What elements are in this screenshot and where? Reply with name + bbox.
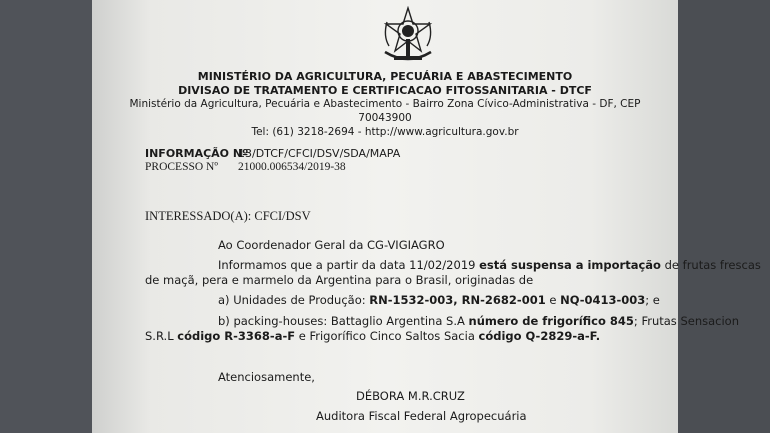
item-b-line-2 (145, 329, 600, 343)
item-b-codigo-1: código R-3368-a-F (177, 329, 296, 343)
paragraph-line-2: de maçã, pera e marmelo da Argentina para o Brasil, originadas de (145, 273, 534, 287)
item-a-codes-1: RN-1532-003, RN-2682-001 (369, 293, 546, 307)
item-a-sep: e (545, 293, 561, 307)
item-a-codes-2: NQ-0413-003 (560, 293, 646, 307)
division-header: DIVISAO DE TRATAMENTO E CERTIFICACAO FITOSSANITARIA - DTCF (178, 84, 592, 97)
address-line: Ministério da Agricultura, Pecuária e Abastecimento - Bairro Zona Cívico-Administrativa - DF, CEP (129, 98, 641, 110)
processo-label: PROCESSO Nº (145, 161, 218, 173)
left-background (0, 0, 92, 433)
item-b-codigo-2: código Q-2829-a-F. (478, 329, 601, 343)
right-background (678, 0, 770, 433)
item-a (218, 293, 660, 307)
item-b-line-1 (218, 314, 739, 328)
item-b-text-6: e Frigorífico Cinco Saltos Sacia (295, 329, 479, 343)
brazil-coat-of-arms-icon (379, 6, 437, 66)
p1-text-bold: está suspensa a importação (479, 258, 661, 272)
closing: Atenciosamente, (218, 370, 315, 384)
interessado-line: INTERESSADO(A): CFCI/DSV (145, 209, 311, 223)
ministry-header: MINISTÉRIO DA AGRICULTURA, PECUÁRIA E ABASTECIMENTO (197, 70, 573, 83)
p1-text-c: de frutas frescas (660, 258, 761, 272)
p1-text-a: Informamos que a partir da data 11/02/2019 (218, 258, 480, 272)
salutation: Ao Coordenador Geral da CG-VIGIAGRO (218, 238, 445, 252)
signer-name: DÉBORA M.R.CRUZ (356, 389, 465, 403)
item-b-text-4: S.R.L (145, 329, 178, 343)
informacao-value: 13/DTCF/CFCI/DSV/SDA/MAPA (238, 147, 401, 160)
processo-value: 21000.006534/2019-38 (238, 161, 346, 173)
item-b-text-3: ; Frutas Sensacion (633, 314, 739, 328)
item-a-end: ; e (645, 293, 660, 307)
informacao-label: INFORMAÇÃO Nº (145, 147, 249, 160)
paragraph-line-1 (218, 258, 761, 272)
signer-title: Auditora Fiscal Federal Agropecuária (316, 409, 527, 423)
item-a-prefix: a) Unidades de Produção: (218, 293, 370, 307)
contact-line: Tel: (61) 3218-2694 - http://www.agricultura.gov.br (251, 126, 519, 138)
item-b-frigorifico: número de frigorífico 845 (468, 314, 634, 328)
cep-line: 70043900 (358, 112, 412, 124)
item-b-text-1: b) packing-houses: Battaglio Argentina S.A (218, 314, 469, 328)
